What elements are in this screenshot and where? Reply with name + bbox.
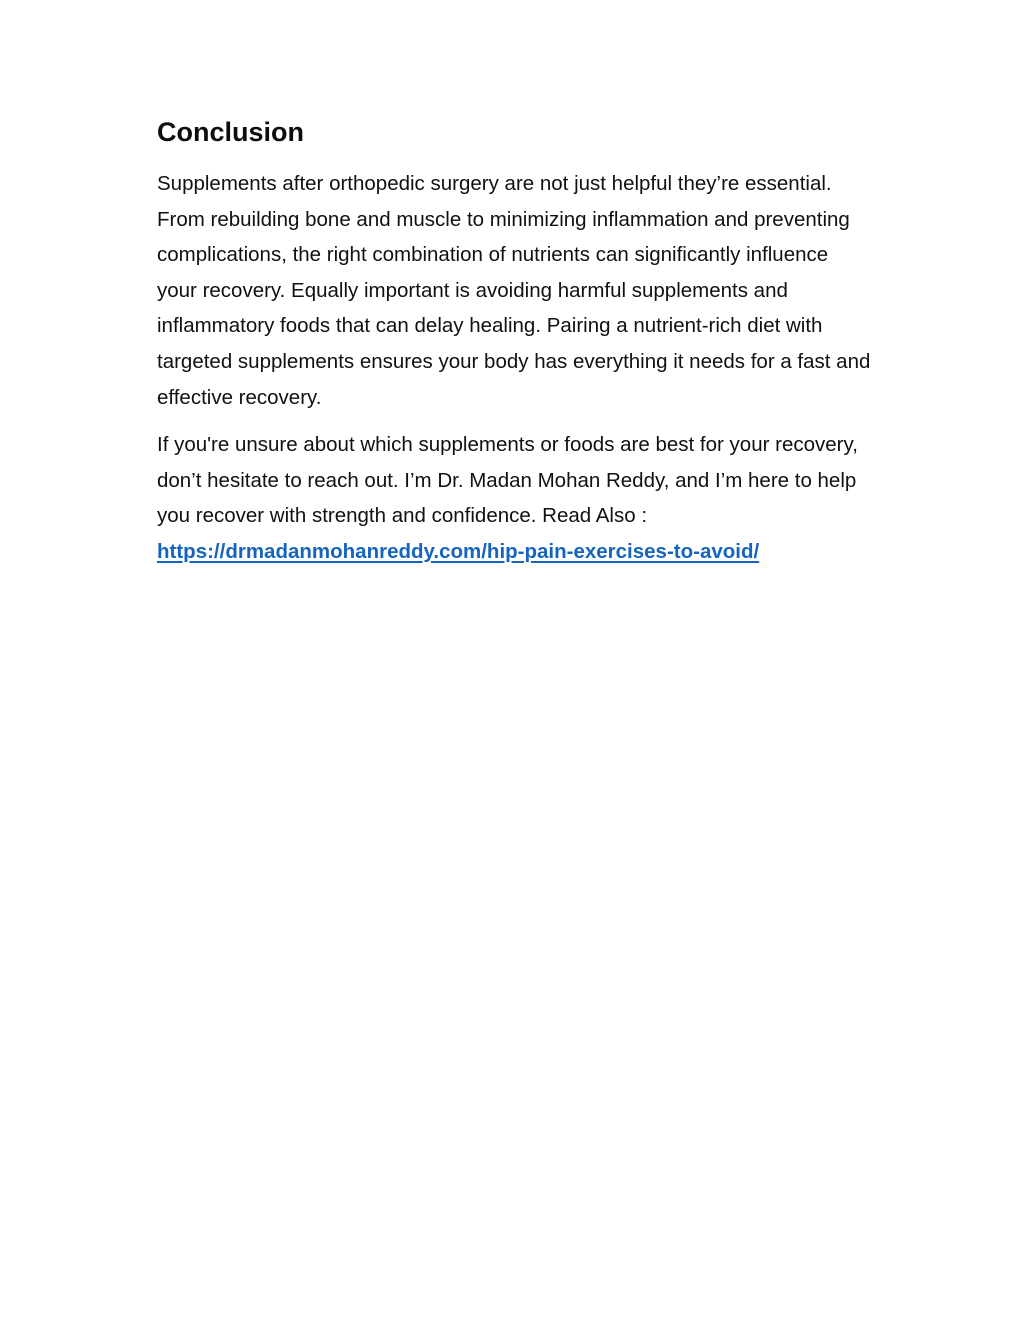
contact-paragraph-text: If you're unsure about which supplements or foods are best for your recovery, don’t hesitate to reach out. I’m Dr. Madan Mohan Reddy, and I’m here to help you recover with strength and confidence. Read Also : — [157, 433, 858, 528]
contact-paragraph — [157, 427, 872, 569]
read-also-link[interactable]: https://drmadanmohanreddy.com/hip-pain-exercises-to-avoid/ — [157, 539, 760, 563]
section-heading: Conclusion — [157, 117, 304, 147]
document-content — [157, 112, 872, 582]
conclusion-paragraph: Supplements after orthopedic surgery are not just helpful they’re essential. From rebuilding bone and muscle to minimizing inflammation and preventing complications, the right combination of nutrients can significantly influence your recovery. Equally important is avoiding harmful supplements and inflammatory foods that can delay healing. Pairing a nutrient-rich diet with targeted supplements ensures your body has everything it needs for a fast and effective recovery. — [157, 172, 871, 409]
